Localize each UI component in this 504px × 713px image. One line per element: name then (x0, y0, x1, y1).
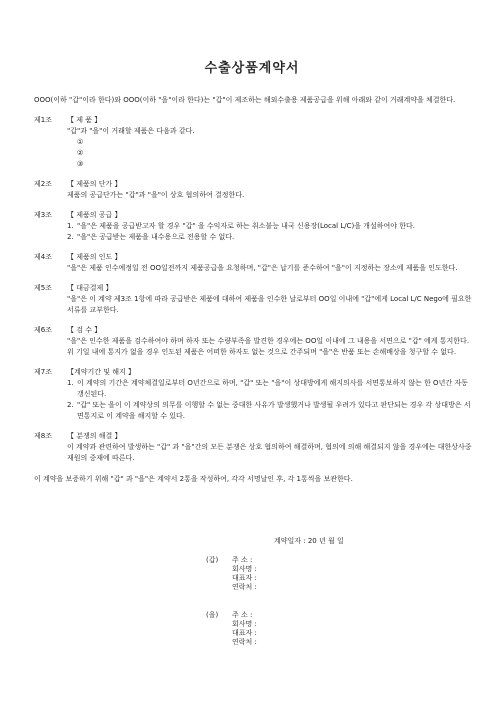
article-content (67, 336, 474, 358)
product-item: ③ (77, 160, 84, 168)
article-7 (34, 367, 474, 422)
article-title: 【 제 품 】 (67, 116, 102, 124)
article-heading (34, 325, 474, 336)
clause-text: 이 계약의 기간은 계약체결일로부터 O년간으로 하며, "갑" 또는 "을"이 상대방에게 해지의사를 서면통보하지 않는 한 O년간 자동 갱신된다. (77, 379, 468, 398)
clause-text: "을"은 제품을 공급받고자 할 경우 "갑" 을 수익자로 하는 취소불능 내국 신용장(Local L/C)을 개설하여야 한다. (77, 222, 415, 230)
article-4 (34, 252, 474, 274)
party-gap-representative: 대표자 : (232, 574, 257, 582)
article-number: 제1조 (34, 116, 52, 124)
party-gap-contact: 연락처 : (232, 583, 257, 591)
article-text: "갑"과 "을"이 거래할 제품은 다음과 같다. (67, 127, 195, 135)
article-text: 이 계약과 관련하여 발생하는 "갑" 과 "을"간의 모든 분쟁은 상호 협의하여 해결하며, 협의에 의해 해결되지 않을 경우에는 대한상사중재원의 중재에 따른다. (67, 443, 472, 462)
party-eul-contact: 연락처 : (232, 638, 257, 646)
article-5 (34, 283, 474, 316)
clause-text: "을"은 공급받는 제품을 내수용으로 전용할 수 없다. (77, 233, 235, 241)
article-1 (34, 115, 474, 170)
article-text: "을"은 이 계약 제3조 1항에 따라 공급받은 제품에 대하여 제품을 인수한 날로부터 OO일 이내에 "갑"에게 Local L/C Nego에 필요한 서류를 교부한다. (67, 295, 472, 314)
clause-number: 2. (67, 233, 74, 241)
articles-container (34, 115, 474, 464)
article-heading (34, 283, 474, 294)
article-8 (34, 431, 474, 464)
closing-paragraph: 이 계약을 보증하기 위해 "갑" 과 "을"은 계약서 2통을 작성하여, 각각 서명날인 후, 각 1통씩을 보관한다. (34, 475, 353, 483)
article-number: 제6조 (34, 326, 52, 334)
clause-item (67, 221, 474, 232)
article-title: 【 제품의 단가 】 (67, 180, 122, 188)
article-content (67, 126, 474, 170)
article-content (67, 294, 474, 316)
clause-item (67, 378, 474, 400)
clause-number: 1. (67, 379, 74, 387)
article-content (67, 221, 474, 243)
article-title: 【 분쟁의 해결 】 (67, 432, 122, 440)
article-heading (34, 179, 474, 190)
article-title: 【 검 수 】 (67, 326, 102, 334)
article-content (67, 190, 474, 201)
product-item: ② (77, 149, 84, 157)
document-title: 수출상품계약서 (204, 61, 300, 76)
clause-text: "갑" 또는 을이 이 계약상의 의무를 이행할 수 없는 중대한 사유가 발생했거나 발생될 우려가 있다고 판단되는 경우 각 상대방은 서면통지로 이 계약을 해지할 수 있다. (77, 401, 471, 420)
article-heading (34, 115, 474, 126)
article-6 (34, 325, 474, 358)
party-gap-label: (갑) (206, 556, 219, 564)
party-eul-fields (232, 611, 257, 647)
clause-list (67, 378, 474, 422)
article-heading (34, 431, 474, 442)
article-content (67, 442, 474, 464)
party-gap-fields (232, 556, 257, 592)
article-number: 제2조 (34, 180, 52, 188)
article-title: 【 제품의 인도 】 (67, 253, 122, 261)
article-number: 제4조 (34, 253, 52, 261)
article-text: "을"은 인수한 제품을 검수하여야 하며 하자 또는 수량부족을 발견한 경우에는 OO일 이내에 그 내용을 서면으로 "갑" 에게 통지한다. 위 기일 내에 통지가 없을 경우 인도된 제품은 어떠한 하자도 없는 것으로 간주되며 "을"은 반품 또는 손해배상을 청구할 수 없다. (67, 337, 470, 356)
party-gap-company: 회사명 : (232, 565, 257, 573)
clause-number: 1. (67, 222, 74, 230)
party-eul-company: 회사명 : (232, 620, 257, 628)
party-eul-label: (을) (206, 611, 219, 619)
article-heading (34, 210, 474, 221)
contract-date: 계약일자 : 20 년 월 일 (274, 537, 344, 545)
article-heading (34, 252, 474, 263)
product-item: ① (77, 138, 84, 146)
article-number: 제8조 (34, 432, 52, 440)
article-2 (34, 179, 474, 201)
clause-item (67, 400, 474, 422)
article-number: 제5조 (34, 284, 52, 292)
article-title: 【 제품의 공급 】 (67, 211, 122, 219)
article-number: 제3조 (34, 211, 52, 219)
intro-paragraph: OOO(이하 "갑"이라 한다)와 OOO(이하 "을"이라 한다)는 "갑"이 제조하는 해외수출용 제품공급을 위해 아래와 같이 거래계약을 체결한다. (34, 96, 456, 104)
clause-item (67, 232, 474, 243)
article-text: 제품의 공급단가는 "갑"과 "을"이 상호 협의하여 결정한다. (67, 191, 245, 199)
party-gap-address: 주 소 : (232, 556, 253, 564)
party-eul-representative: 대표자 : (232, 629, 257, 637)
clause-number: 2. (67, 401, 74, 409)
article-number: 제7조 (34, 368, 52, 376)
contract-body (34, 95, 474, 492)
party-eul-address: 주 소 : (232, 611, 253, 619)
article-3 (34, 210, 474, 243)
clause-list (67, 221, 474, 243)
article-title: 【계약기간 및 해지 】 (67, 368, 136, 376)
article-content (67, 263, 474, 274)
article-content (67, 378, 474, 422)
article-heading (34, 367, 474, 378)
article-text: "을"은 제품 인수예정일 전 OO일전까지 제품공급을 요청하며, "갑"은 납기를 준수하여 "을"이 지정하는 장소에 제품을 인도한다. (67, 264, 458, 272)
article-title: 【 대금결제 】 (67, 284, 113, 292)
